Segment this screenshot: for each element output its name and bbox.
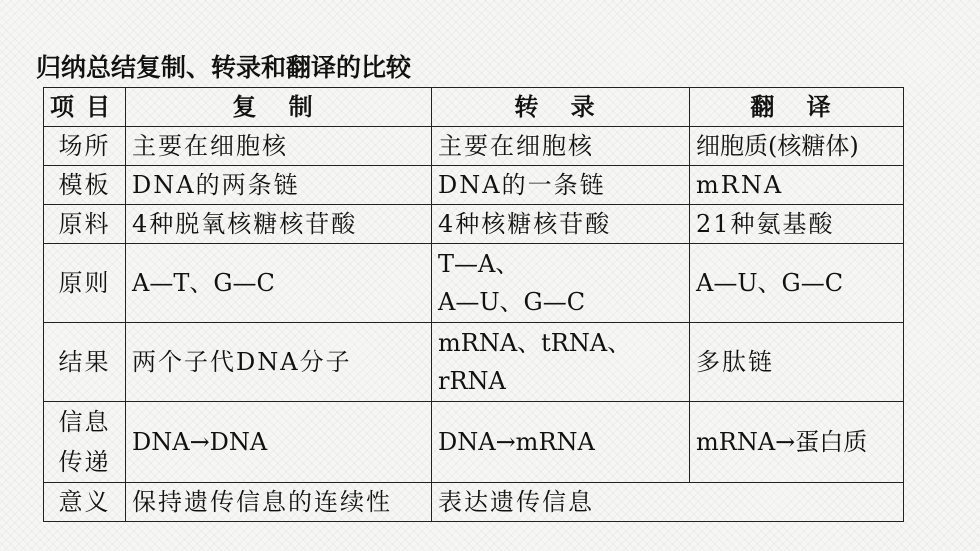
cell-transcription [432, 323, 690, 402]
page-title: 归纳总结复制、转录和翻译的比较 [36, 53, 412, 82]
table-header-row [44, 88, 904, 127]
cell-translation: mRNA [690, 166, 904, 205]
cell-line: A—U、G—C [438, 288, 586, 316]
cell-translation: A—U、G—C [690, 244, 904, 323]
cell-translation: 21种氨基酸 [690, 205, 904, 244]
cell-line: T—A、 [438, 250, 520, 278]
table-row [44, 323, 904, 402]
table-row [44, 127, 904, 166]
cell-transcription: DNA的一条链 [432, 166, 690, 205]
header-replication: 复 制 [126, 88, 432, 127]
cell-translation: 细胞质(核糖体) [690, 127, 904, 166]
cell-transcription: 4种核糖核苷酸 [432, 205, 690, 244]
cell-replication: 主要在细胞核 [126, 127, 432, 166]
cell-line: rRNA [438, 367, 506, 395]
cell-line: 信息 [58, 408, 111, 436]
table-row [44, 402, 904, 483]
table-row [44, 166, 904, 205]
table-row [44, 483, 904, 522]
cell-transcription: 主要在细胞核 [432, 127, 690, 166]
header-item: 项目 [44, 88, 126, 127]
cell-replication: 两个子代DNA分子 [126, 323, 432, 402]
cell-translation: 多肽链 [690, 323, 904, 402]
table-row [44, 244, 904, 323]
row-key [44, 402, 126, 483]
header-transcription: 转 录 [432, 88, 690, 127]
cell-replication: DNA→DNA [126, 402, 432, 483]
cell-transcription [432, 244, 690, 323]
cell-translation: mRNA→蛋白质 [690, 402, 904, 483]
cell-replication: 4种脱氧核糖核苷酸 [126, 205, 432, 244]
row-key: 场所 [44, 127, 126, 166]
comparison-table [43, 87, 904, 522]
cell-replication: A—T、G—C [126, 244, 432, 323]
row-key: 模板 [44, 166, 126, 205]
cell-transcription-translation: 表达遗传信息 [432, 483, 904, 522]
row-key: 原料 [44, 205, 126, 244]
cell-replication: 保持遗传信息的连续性 [126, 483, 432, 522]
cell-line: mRNA、tRNA、 [438, 329, 632, 357]
header-translation: 翻 译 [690, 88, 904, 127]
row-key: 结果 [44, 323, 126, 402]
row-key: 意义 [44, 483, 126, 522]
row-key: 原则 [44, 244, 126, 323]
cell-transcription: DNA→mRNA [432, 402, 690, 483]
cell-line: 传递 [58, 448, 111, 476]
table-row [44, 205, 904, 244]
cell-replication: DNA的两条链 [126, 166, 432, 205]
